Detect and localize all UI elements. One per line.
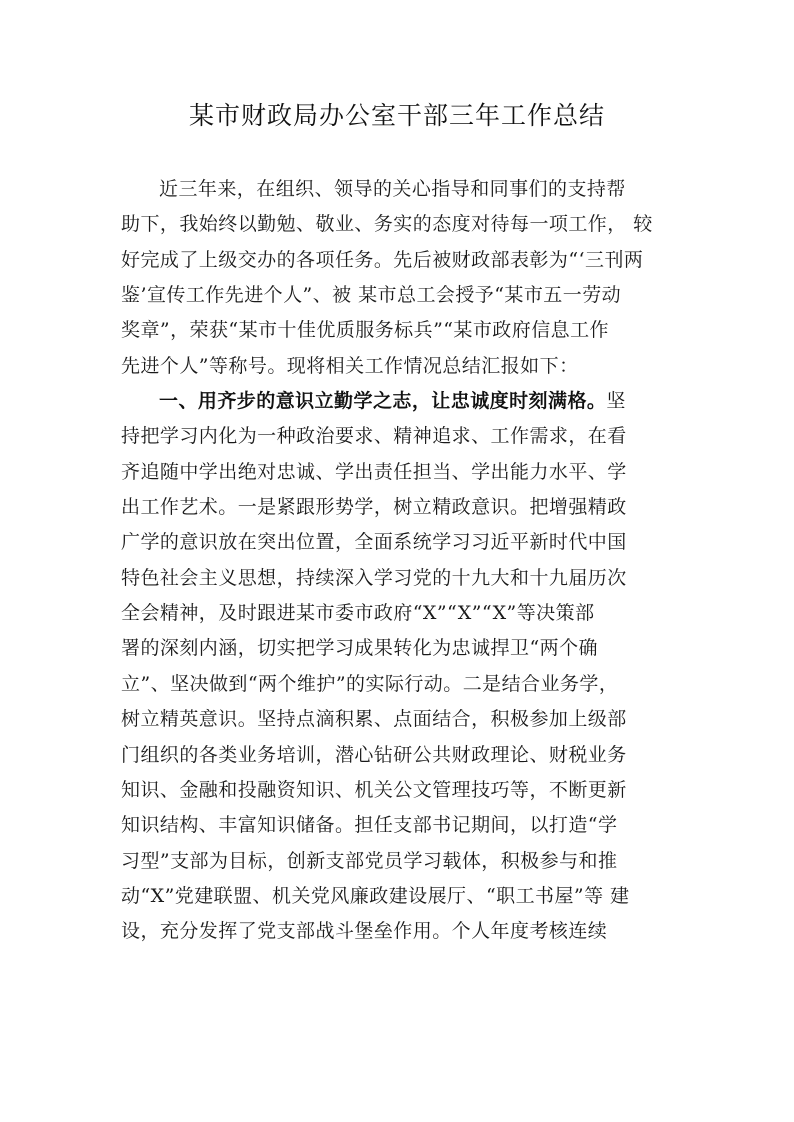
paragraph-line: 奖章”，荣获“某市十佳优质服务标兵”“某市政府信息工作 — [121, 319, 610, 342]
section-heading-line — [121, 384, 677, 419]
page-title: 某市财政局办公室干部三年工作总结 — [188, 101, 605, 130]
paragraph-line: 先进个人”等称号。现将相关工作情况总结汇报如下： — [121, 354, 579, 377]
paragraph-line: 全会精神，及时跟进某市委市政府“X”“X”“X”等决策部 — [121, 602, 595, 625]
paragraph-line: 广学的意识放在突出位置，全面系统学习习近平新时代中国 — [121, 531, 627, 554]
section-heading: 一、用齐步的意识立勤学之志，让忠诚度时刻满格。 — [159, 390, 607, 413]
section-lead-text: 坚 — [606, 390, 626, 413]
paragraph-line: 出工作艺术。一是紧跟形势学，树立精政意识。把增强精政 — [121, 496, 627, 519]
paragraph-line: 齐追随中学出绝对忠诚、学出责任担当、学出能力水平、学 — [121, 460, 627, 483]
paragraph-line: 知识、金融和投融资知识、机关公文管理技巧等，不断更新 — [121, 778, 627, 801]
paragraph-line: 门组织的各类业务培训，潜心钻研公共财政理论、财税业务 — [121, 743, 627, 766]
paragraph-line: 鉴’宣传工作先进个人”、被 某市总工会授予“某市五一劳动 — [121, 284, 622, 307]
paragraph-line: 持把学习内化为一种政治要求、精神追求、工作需求，在看 — [121, 425, 627, 448]
paragraph-line: 助下，我始终以勤勉、敬业、务实的态度对待每一项工作， 较 — [121, 213, 653, 236]
paragraph-line: 动“X”党建联盟、机关党风廉政建设展厅、“职工书屋”等 建 — [121, 884, 630, 907]
paragraph-line: 习型”支部为目标，创新支部党员学习载体，积极参与和推 — [121, 849, 618, 872]
paragraph-line: 立”、坚决做到“两个维护”的实际行动。二是结合业务学， — [121, 672, 619, 695]
paragraph-line: 特色社会主义思想，持续深入学习党的十九大和十九届历次 — [121, 566, 627, 589]
paragraph-line: 近三年来，在组织、领导的关心指导和同事们的支持帮 — [159, 178, 626, 200]
paragraph-line: 好完成了上级交办的各项任务。先后被财政部表彰为“‘三刊两 — [121, 248, 644, 271]
document-body — [121, 172, 677, 950]
paragraph-line: 设，充分发挥了党支部战斗堡垒作用。个人年度考核连续 — [121, 920, 608, 943]
paragraph-line: 署的深刻内涵，切实把学习成果转化为忠诚捍卫“两个确 — [121, 637, 598, 660]
paragraph-line: 树立精英意识。坚持点滴积累、点面结合，积极参加上级部 — [121, 708, 627, 731]
paragraph-line: 知识结构、丰富知识储备。担任支部书记期间，以打造“学 — [121, 814, 618, 837]
